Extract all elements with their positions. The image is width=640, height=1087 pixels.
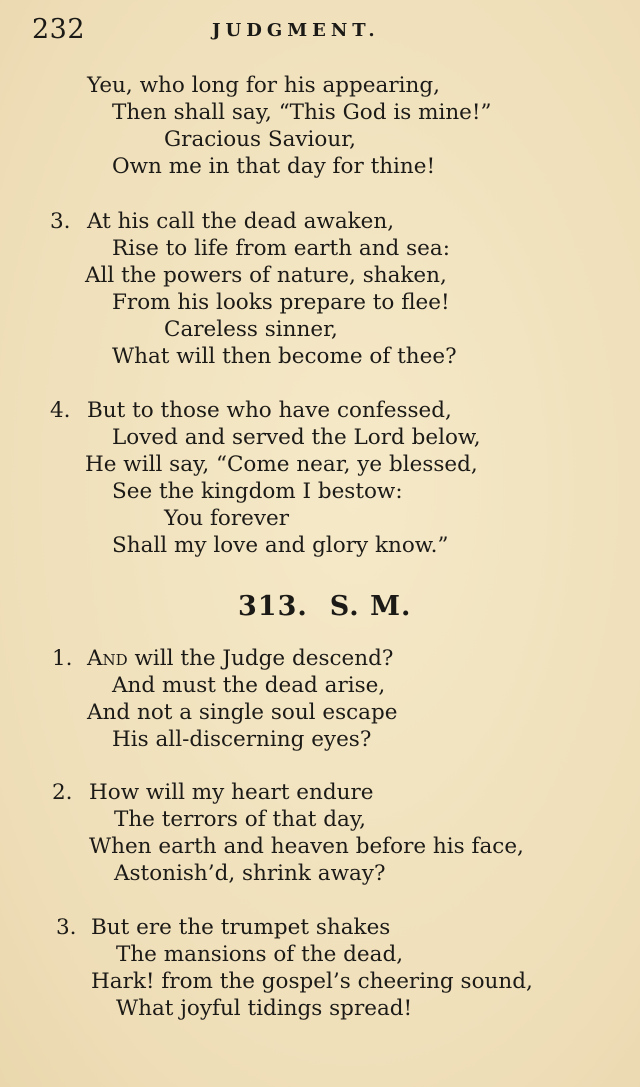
verse-line: The mansions of the dead, (116, 942, 404, 967)
verse-line: What joyful tidings spread! (116, 996, 413, 1021)
verse-line (87, 645, 393, 672)
verse-line: The terrors of that day, (114, 807, 366, 832)
stanza-number: 2. (52, 780, 73, 805)
verse-line: When earth and heaven before his face, (89, 834, 524, 859)
verse-line: And must the dead arise, (112, 673, 386, 698)
stanza-number: 4. (50, 398, 71, 423)
page-header (32, 14, 610, 48)
verse-line: Own me in that day for thine! (112, 154, 436, 179)
verse-line: He will say, “Come near, ye blessed, (85, 452, 478, 477)
stanza-number: 3. (50, 209, 71, 234)
running-title: JUDGMENT. (212, 20, 380, 41)
verse-line: See the kingdom I bestow: (112, 479, 403, 504)
stanza-number: 3. (56, 915, 77, 940)
verse-line: But to those who have confessed, (87, 398, 452, 423)
verse-line: All the powers of nature, shaken, (85, 263, 447, 288)
verse-line: Rise to life from earth and sea: (112, 236, 450, 261)
verse-line: Hark! from the gospel’s cheering sound, (91, 969, 533, 994)
verse-line: Loved and served the Lord below, (112, 425, 481, 450)
verse-line: Shall my love and glory know.” (112, 533, 449, 558)
verse-line: Gracious Saviour, (164, 127, 356, 152)
verse-line: You forever (164, 506, 290, 531)
stanza-number: 1. (52, 646, 73, 671)
verse-line: His all-discerning eyes? (112, 727, 372, 752)
verse-line: Careless sinner, (164, 317, 338, 342)
verse-line: Yeu, who long for his appearing, (87, 73, 440, 98)
hymn-meter: S. M. (329, 591, 412, 622)
verse-line: Astonish’d, shrink away? (114, 861, 386, 886)
verse-line: At his call the dead awaken, (87, 209, 395, 234)
verse-line: But ere the trumpet shakes (91, 915, 391, 940)
page-number: 232 (32, 14, 86, 45)
hymn-heading (238, 591, 411, 622)
first-word: And (87, 646, 128, 671)
verse-line: Then shall say, “This God is mine!” (112, 100, 492, 125)
verse-line: And not a single soul escape (87, 700, 398, 725)
verse-line: How will my heart endure (89, 780, 374, 805)
first-line-rest: will the Judge descend? (127, 646, 394, 671)
hymn-number: 313. (238, 591, 308, 622)
verse-line: From his looks prepare to flee! (112, 290, 450, 315)
verse-line: What will then become of thee? (112, 344, 457, 369)
